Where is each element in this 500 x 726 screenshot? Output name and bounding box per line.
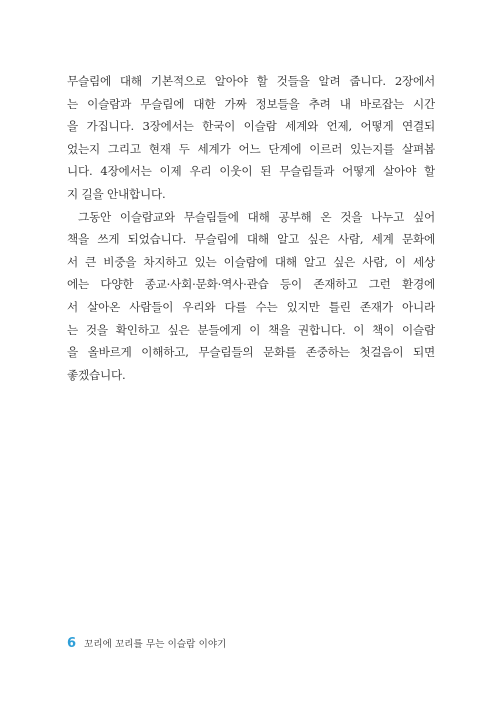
text-line: 는 이슬람과 무슬림에 대한 가짜 정보들을 추려 내 바로잡는 시간 — [67, 96, 435, 111]
paragraph-1 — [67, 70, 435, 206]
text-line: 서 큰 비중을 차지하고 있는 이슬람에 대해 알고 싶은 사람, 이 세상 — [67, 254, 435, 269]
paragraph-2 — [67, 206, 435, 387]
text-line: 서 살아온 사람들이 우리와 다를 수는 있지만 틀린 존재가 아니라 — [67, 299, 435, 314]
text-line: 좋겠습니다. — [67, 367, 126, 382]
text-line: 니다. 4장에서는 이제 우리 이웃이 된 무슬림들과 어떻게 살아야 할 — [67, 164, 435, 179]
body-text — [67, 70, 435, 386]
text-line: 을 가집니다. 3장에서는 한국이 이슬람 세계와 언제, 어떻게 연결되 — [67, 119, 435, 134]
page-footer — [67, 636, 226, 651]
text-line: 그동안 이슬람교와 무슬림들에 대해 공부해 온 것을 나누고 싶어 — [78, 209, 435, 224]
text-line: 에는 다양한 종교·사회·문화·역사·관습 등이 존재하고 그런 환경에 — [67, 277, 435, 292]
page-number: 6 — [67, 636, 77, 651]
text-line: 지 길을 안내합니다. — [67, 186, 166, 201]
running-title: 꼬리에 꼬리를 무는 이슬람 이야기 — [84, 639, 227, 650]
text-line: 책을 쓰게 되었습니다. 무슬림에 대해 알고 싶은 사람, 세계 문화에 — [67, 232, 435, 247]
text-line: 무슬림에 대해 기본적으로 알아야 할 것들을 알려 줍니다. 2장에서 — [67, 74, 435, 88]
text-line: 을 올바르게 이해하고, 무슬림들의 문화를 존중하는 첫걸음이 되면 — [67, 345, 435, 360]
text-line: 는 것을 확인하고 싶은 분들에게 이 책을 권합니다. 이 책이 이슬람 — [67, 322, 435, 337]
text-line: 었는지 그리고 현재 두 세계가 어느 단계에 이르러 있는지를 살펴봅 — [67, 141, 435, 156]
